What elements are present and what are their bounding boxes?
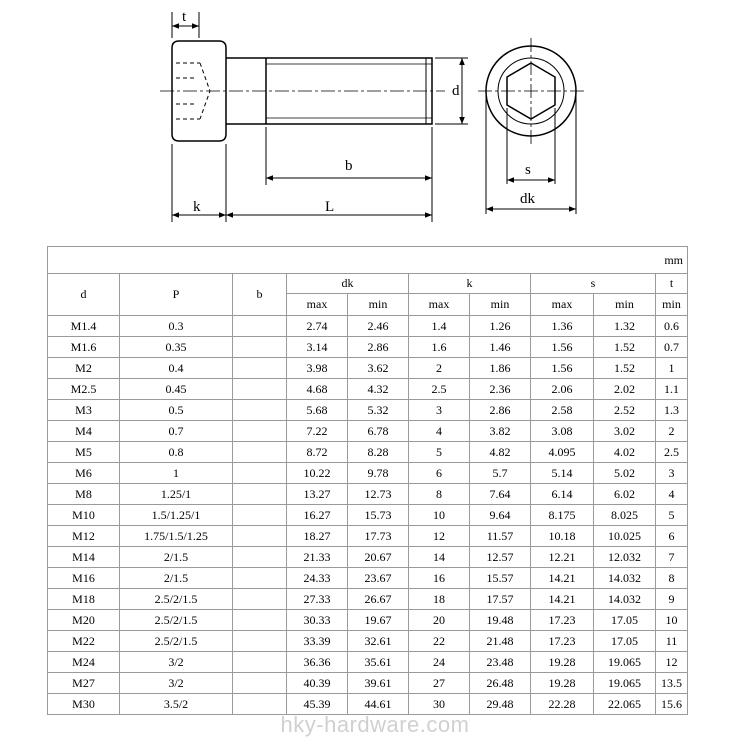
table-row [48, 484, 688, 505]
cell-d: M22 [48, 631, 120, 652]
cell-s-min: 22.065 [594, 694, 656, 715]
cell-t-min: 1.3 [656, 400, 688, 421]
cell-s-max: 3.08 [531, 421, 594, 442]
subheader-min: min [656, 294, 688, 316]
cell-k-min: 19.48 [470, 610, 531, 631]
table-row [48, 337, 688, 358]
cell-k-max: 2 [409, 358, 470, 379]
cell-k-max: 18 [409, 589, 470, 610]
cell-k-max: 16 [409, 568, 470, 589]
cell-s-min: 12.032 [594, 547, 656, 568]
header-p: P [120, 274, 233, 316]
subheader-min: min [470, 294, 531, 316]
cell-s-min: 17.05 [594, 610, 656, 631]
table-row [48, 358, 688, 379]
cell-b [233, 421, 287, 442]
cell-s-max: 8.175 [531, 505, 594, 526]
cell-t-min: 7 [656, 547, 688, 568]
cell-t-min: 5 [656, 505, 688, 526]
cell-pitch: 0.3 [120, 316, 233, 337]
cell-k-min: 11.57 [470, 526, 531, 547]
cell-d: M6 [48, 463, 120, 484]
cell-t-min: 11 [656, 631, 688, 652]
cell-k-max: 24 [409, 652, 470, 673]
cell-s-min: 19.065 [594, 673, 656, 694]
cell-s-max: 1.36 [531, 316, 594, 337]
cell-b [233, 400, 287, 421]
table-row [48, 379, 688, 400]
cell-k-min: 2.36 [470, 379, 531, 400]
header-t: t [656, 274, 688, 294]
cell-b [233, 316, 287, 337]
cell-dk-max: 27.33 [287, 589, 348, 610]
cell-pitch: 3.5/2 [120, 694, 233, 715]
cell-pitch: 1.25/1 [120, 484, 233, 505]
cell-s-min: 1.52 [594, 358, 656, 379]
cell-b [233, 442, 287, 463]
cell-s-min: 6.02 [594, 484, 656, 505]
cell-k-max: 4 [409, 421, 470, 442]
cell-k-min: 1.26 [470, 316, 531, 337]
cell-dk-min: 2.46 [348, 316, 409, 337]
cell-dk-max: 3.98 [287, 358, 348, 379]
cell-s-min: 14.032 [594, 568, 656, 589]
cell-k-max: 3 [409, 400, 470, 421]
cell-d: M2.5 [48, 379, 120, 400]
cell-dk-min: 6.78 [348, 421, 409, 442]
cell-s-max: 17.23 [531, 631, 594, 652]
cell-k-max: 12 [409, 526, 470, 547]
cell-k-min: 1.46 [470, 337, 531, 358]
table-row [48, 568, 688, 589]
cell-d: M18 [48, 589, 120, 610]
cell-d: M2 [48, 358, 120, 379]
cell-s-max: 22.28 [531, 694, 594, 715]
cell-d: M20 [48, 610, 120, 631]
cell-dk-min: 8.28 [348, 442, 409, 463]
cell-t-min: 12 [656, 652, 688, 673]
cell-dk-min: 39.61 [348, 673, 409, 694]
cell-t-min: 6 [656, 526, 688, 547]
cell-k-min: 2.86 [470, 400, 531, 421]
cell-pitch: 0.35 [120, 337, 233, 358]
cell-k-min: 9.64 [470, 505, 531, 526]
cell-k-min: 17.57 [470, 589, 531, 610]
cell-t-min: 1 [656, 358, 688, 379]
cell-s-min: 5.02 [594, 463, 656, 484]
cell-t-min: 8 [656, 568, 688, 589]
cell-s-max: 14.21 [531, 589, 594, 610]
cell-pitch: 0.45 [120, 379, 233, 400]
header-s: s [531, 274, 656, 294]
cell-s-max: 19.28 [531, 673, 594, 694]
cell-t-min: 0.7 [656, 337, 688, 358]
cell-b [233, 589, 287, 610]
cell-d: M14 [48, 547, 120, 568]
cell-t-min: 0.6 [656, 316, 688, 337]
dim-label-k: k [193, 199, 201, 215]
cell-b [233, 337, 287, 358]
cell-s-min: 8.025 [594, 505, 656, 526]
cell-s-min: 14.032 [594, 589, 656, 610]
cell-s-min: 4.02 [594, 442, 656, 463]
cell-dk-max: 3.14 [287, 337, 348, 358]
cell-b [233, 379, 287, 400]
table-row [48, 316, 688, 337]
cell-dk-min: 23.67 [348, 568, 409, 589]
cell-k-min: 29.48 [470, 694, 531, 715]
cell-k-min: 12.57 [470, 547, 531, 568]
cell-k-min: 26.48 [470, 673, 531, 694]
cell-dk-max: 8.72 [287, 442, 348, 463]
table-row [48, 442, 688, 463]
dim-label-L: L [325, 199, 335, 215]
subheader-min: min [348, 294, 409, 316]
cell-s-min: 1.52 [594, 337, 656, 358]
cell-k-max: 2.5 [409, 379, 470, 400]
cell-k-min: 7.64 [470, 484, 531, 505]
cell-dk-min: 2.86 [348, 337, 409, 358]
cell-s-max: 4.095 [531, 442, 594, 463]
cell-dk-max: 40.39 [287, 673, 348, 694]
header-dk: dk [287, 274, 409, 294]
socket-cap-screw-drawing [0, 0, 750, 240]
unit-label: mm [48, 247, 688, 274]
cell-s-min: 1.32 [594, 316, 656, 337]
cell-k-min: 4.82 [470, 442, 531, 463]
cell-s-max: 10.18 [531, 526, 594, 547]
cell-k-min: 15.57 [470, 568, 531, 589]
cell-t-min: 9 [656, 589, 688, 610]
cell-b [233, 652, 287, 673]
cell-b [233, 358, 287, 379]
cell-pitch: 1.5/1.25/1 [120, 505, 233, 526]
cell-b [233, 484, 287, 505]
cell-s-max: 1.56 [531, 358, 594, 379]
watermark: hky-hardware.com [280, 712, 470, 737]
cell-k-min: 3.82 [470, 421, 531, 442]
cell-k-min: 21.48 [470, 631, 531, 652]
cell-s-min: 19.065 [594, 652, 656, 673]
cell-s-max: 1.56 [531, 337, 594, 358]
cell-dk-min: 44.61 [348, 694, 409, 715]
cell-d: M30 [48, 694, 120, 715]
cell-dk-max: 30.33 [287, 610, 348, 631]
cell-k-max: 1.4 [409, 316, 470, 337]
cell-pitch: 3/2 [120, 673, 233, 694]
header-d: d [48, 274, 120, 316]
cell-dk-max: 7.22 [287, 421, 348, 442]
cell-t-min: 3 [656, 463, 688, 484]
cell-dk-max: 36.36 [287, 652, 348, 673]
table-row [48, 589, 688, 610]
cell-s-max: 6.14 [531, 484, 594, 505]
cell-pitch: 0.4 [120, 358, 233, 379]
cell-s-max: 12.21 [531, 547, 594, 568]
cell-pitch: 2/1.5 [120, 547, 233, 568]
cell-dk-min: 35.61 [348, 652, 409, 673]
cell-dk-max: 5.68 [287, 400, 348, 421]
cell-b [233, 526, 287, 547]
subheader-min: min [594, 294, 656, 316]
header-b: b [233, 274, 287, 316]
cell-dk-max: 45.39 [287, 694, 348, 715]
cell-k-max: 1.6 [409, 337, 470, 358]
cell-b [233, 610, 287, 631]
cell-dk-min: 32.61 [348, 631, 409, 652]
cell-dk-min: 15.73 [348, 505, 409, 526]
cell-dk-max: 21.33 [287, 547, 348, 568]
cell-t-min: 2.5 [656, 442, 688, 463]
subheader-max: max [531, 294, 594, 316]
cell-dk-max: 33.39 [287, 631, 348, 652]
table-row [48, 673, 688, 694]
cell-dk-min: 19.67 [348, 610, 409, 631]
cell-t-min: 4 [656, 484, 688, 505]
cell-k-max: 22 [409, 631, 470, 652]
cell-d: M16 [48, 568, 120, 589]
cell-s-min: 17.05 [594, 631, 656, 652]
cell-pitch: 2/1.5 [120, 568, 233, 589]
cell-dk-min: 12.73 [348, 484, 409, 505]
cell-s-max: 19.28 [531, 652, 594, 673]
cell-t-min: 13.5 [656, 673, 688, 694]
cell-dk-max: 10.22 [287, 463, 348, 484]
cell-pitch: 1.75/1.5/1.25 [120, 526, 233, 547]
cell-k-min: 23.48 [470, 652, 531, 673]
cell-dk-max: 2.74 [287, 316, 348, 337]
subheader-max: max [287, 294, 348, 316]
cell-k-min: 5.7 [470, 463, 531, 484]
cell-pitch: 2.5/2/1.5 [120, 589, 233, 610]
table-row [48, 610, 688, 631]
subheader-max: max [409, 294, 470, 316]
cell-dk-max: 13.27 [287, 484, 348, 505]
cell-d: M3 [48, 400, 120, 421]
cell-dk-min: 20.67 [348, 547, 409, 568]
cell-dk-min: 5.32 [348, 400, 409, 421]
table-row [48, 526, 688, 547]
cell-b [233, 505, 287, 526]
cell-d: M4 [48, 421, 120, 442]
table-row [48, 652, 688, 673]
cell-pitch: 3/2 [120, 652, 233, 673]
cell-b [233, 568, 287, 589]
cell-s-max: 17.23 [531, 610, 594, 631]
cell-k-max: 27 [409, 673, 470, 694]
cell-d: M8 [48, 484, 120, 505]
cell-k-max: 5 [409, 442, 470, 463]
cell-k-max: 30 [409, 694, 470, 715]
cell-dk-min: 26.67 [348, 589, 409, 610]
cell-s-min: 10.025 [594, 526, 656, 547]
header-k: k [409, 274, 531, 294]
table-row [48, 421, 688, 442]
cell-s-max: 5.14 [531, 463, 594, 484]
dim-label-d: d [452, 83, 460, 99]
cell-k-max: 10 [409, 505, 470, 526]
table-row [48, 400, 688, 421]
cell-pitch: 0.8 [120, 442, 233, 463]
cell-dk-min: 3.62 [348, 358, 409, 379]
table-row [48, 463, 688, 484]
cell-b [233, 631, 287, 652]
cell-k-max: 14 [409, 547, 470, 568]
cell-dk-min: 17.73 [348, 526, 409, 547]
cell-d: M10 [48, 505, 120, 526]
cell-s-min: 3.02 [594, 421, 656, 442]
cell-d: M24 [48, 652, 120, 673]
cell-b [233, 673, 287, 694]
dimension-table [47, 246, 688, 715]
table-row [48, 505, 688, 526]
cell-pitch: 2.5/2/1.5 [120, 631, 233, 652]
table-row [48, 631, 688, 652]
cell-k-max: 6 [409, 463, 470, 484]
cell-pitch: 2.5/2/1.5 [120, 610, 233, 631]
cell-pitch: 0.5 [120, 400, 233, 421]
cell-s-min: 2.52 [594, 400, 656, 421]
cell-s-max: 14.21 [531, 568, 594, 589]
cell-dk-max: 16.27 [287, 505, 348, 526]
cell-t-min: 15.6 [656, 694, 688, 715]
dim-label-dk: dk [520, 191, 535, 207]
cell-d: M12 [48, 526, 120, 547]
cell-dk-max: 18.27 [287, 526, 348, 547]
dim-label-t: t [182, 9, 187, 25]
cell-b [233, 547, 287, 568]
cell-d: M5 [48, 442, 120, 463]
dim-label-s: s [525, 162, 531, 178]
cell-d: M27 [48, 673, 120, 694]
cell-s-min: 2.02 [594, 379, 656, 400]
cell-pitch: 0.7 [120, 421, 233, 442]
cell-d: M1.6 [48, 337, 120, 358]
cell-k-max: 20 [409, 610, 470, 631]
cell-d: M1.4 [48, 316, 120, 337]
cell-pitch: 1 [120, 463, 233, 484]
cell-dk-max: 24.33 [287, 568, 348, 589]
cell-t-min: 10 [656, 610, 688, 631]
cell-s-max: 2.58 [531, 400, 594, 421]
cell-dk-max: 4.68 [287, 379, 348, 400]
cell-s-max: 2.06 [531, 379, 594, 400]
cell-t-min: 1.1 [656, 379, 688, 400]
cell-dk-min: 9.78 [348, 463, 409, 484]
cell-k-max: 8 [409, 484, 470, 505]
dim-label-b: b [345, 158, 353, 174]
cell-b [233, 463, 287, 484]
cell-k-min: 1.86 [470, 358, 531, 379]
cell-dk-min: 4.32 [348, 379, 409, 400]
table-row [48, 547, 688, 568]
cell-t-min: 2 [656, 421, 688, 442]
